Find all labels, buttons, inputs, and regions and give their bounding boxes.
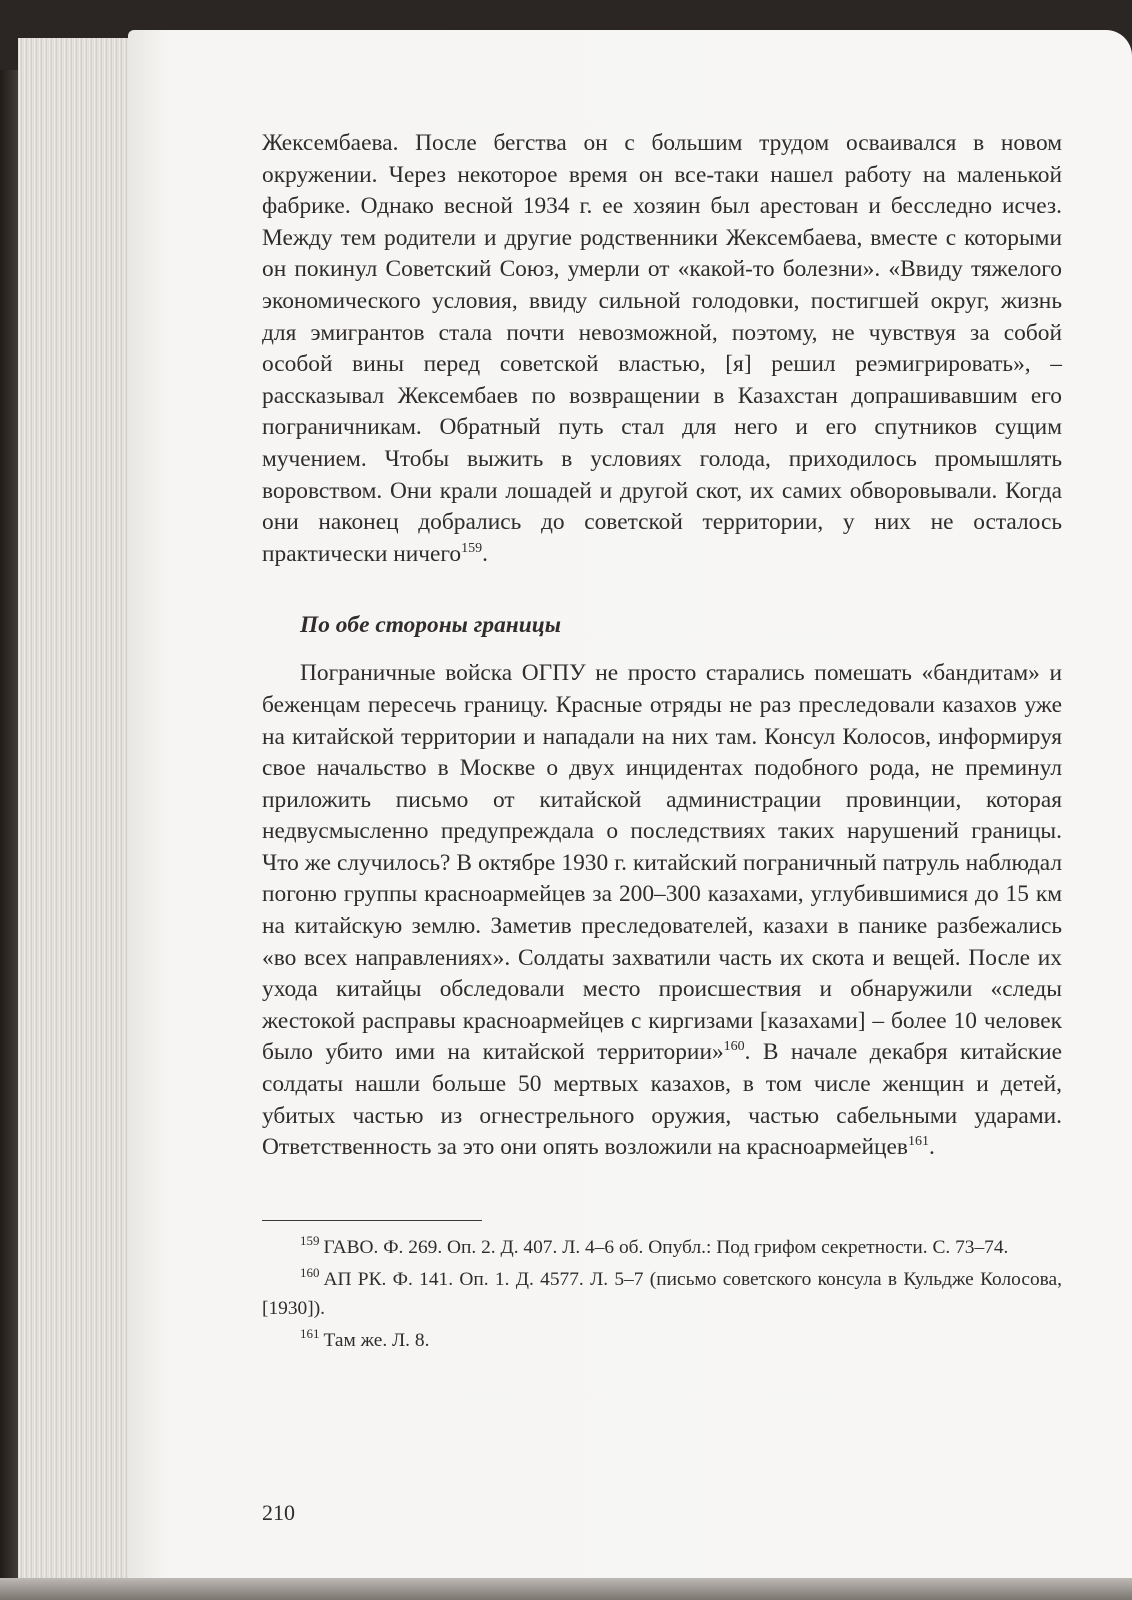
footnote-text: Там же. Л. 8. [323,1329,430,1351]
footnote-number: 161 [300,1326,320,1342]
paragraph-2-text-part-2: . В начале декабря китайские солдаты нашли больше 50 мертвых казахов, в том числе женщин и детей, убитых частью из огнестрельного оружия, частью сабельными ударами. Ответственность за это они опять возложили на красноармейцев [262,1039,1062,1161]
footnote-ref-161: 161 [907,1134,929,1150]
paragraph-2: Пограничные войска ОГПУ не просто старались помешать «бандитам» и беженцам пересечь границу. Красные отряды не раз преследовали казахов уже на китайской территории и нападали на них там. Консул Колосов, информируя свое начальство в Москве о двух инцидентах подобного рода, не преминул приложить письмо от китайской администрации провинции, которая недвусмысленно предупреждала о последствиях таких нарушений границы. Что же случилось? В октябре 1930 г. китайский пограничный патруль наблюдал погоню группы красноармейцев за 200–300 казахами, углубившимися до 15 км на китайскую землю. Заметив преследователей, казахи в панике разбежались «во всех направлениях». Солдаты захватили часть их скота и вещей. После их ухода китайцы обследовали место происшествия и обнаружили «следы жестокой расправы красноармейцев с киргизами [казахами] – более 10 человек было убито ими на китайской территории»$^{160}$. В начале декабря китайские солдаты нашли больше 50 мертвых казахов, в том числе женщин и детей, убитых частью из огнестрельного оружия, частью сабельными ударами. Ответственность за это они опять возложили на красноармейцев$^{161}$. [262,660,1062,1161]
section-heading: По обе стороны границы [300,612,562,639]
paragraph-2-text-part-1: Пограничные войска ОГПУ не просто старались помешать «бандитам» и беженцам пересечь границу. Красные отряды не раз преследовали казахов уже на китайской территории и нападали на них там. Консул Колосов, информируя свое начальство в Москве о двух инцидентах подобного рода, не преминул приложить письмо от китайской администрации провинции, которая недвусмысленно предупреждала о последствиях таких нарушений границы. Что же случилось? В октябре 1930 г. китайский пограничный патруль наблюдал погоню группы красноармейцев за 200–300 казахами, углубившимися до 15 км на китайскую землю. Заметив преследователей, казахи в панике разбежались «во всех направлениях». Солдаты захватили часть их скота и вещей. После их ухода китайцы обследовали место происшествия и обнаружили «следы жестокой расправы красноармейцев с киргизами [казахами] – более 10 человек было убито ими на китайской территории» [262,660,1062,1066]
footnote-text: АП РК. Ф. 141. Оп. 1. Д. 4577. Л. 5–7 (письмо советского консула в Кульдже Колосова, [1930]). [262,1268,1062,1319]
page-number: 210 [262,1500,295,1525]
footnote-ref-160: 160 [723,1039,745,1055]
paragraph-1: Жексембаева. После бегства он с большим трудом осваивался в новом окружении. Через некоторое время он все-таки нашел работу на маленькой фабрике. Однако весной 1934 г. ее хозяин был арестован и бесследно исчез. Между тем родители и другие родственники Жексембаева, вместе с которыми он покинул Советский Союз, умерли от «какой-то болезни». «Ввиду тяжелого экономического условия, ввиду сильной голодовки, постигшей округ, жизнь для эмигрантов стала почти невозможной, поэтому, не чувствуя за собой особой вины перед советской властью, [я] решил реэмигрировать», – рассказывал Жексембаев по возвращении в Казахстан допрашивавшим его пограничникам. Обратный путь стал для него и его спутников сущим мучением. Чтобы выжить в условиях голода, приходилось промышлять воровством. Они крали лошадей и другой скот, их самих обворовывали. Когда они наконец добрались до советской территории, у них не осталось практически ничего$^{159}$. [262,130,1062,567]
paragraph-1-text: Жексембаева. После бегства он с большим трудом осваивался в новом окружении. Через некоторое время он все-таки нашел работу на маленькой фабрике. Однако весной 1934 г. ее хозяин был арестован и бесследно исчез. Между тем родители и другие родственники Жексембаева, вместе с которыми он покинул Советский Союз, умерли от «какой-то болезни». «Ввиду тяжелого экономического условия, ввиду сильной голодовки, постигшей округ, жизнь для эмигрантов стала почти невозможной, поэтому, не чувствуя за собой особой вины перед советской властью, [я] решил реэмигрировать», – рассказывал Жексембаев по возвращении в Казахстан допрашивавшим его пограничникам. Обратный путь стал для него и его спутников сущим мучением. Чтобы выжить в условиях голода, приходилось промышлять воровством. Они крали лошадей и другой скот, их самих обворовывали. Когда они наконец добрались до советской территории, у них не осталось практически ничего [262,130,1062,567]
footnote-160 [262,1265,1062,1323]
book-page-edges [18,38,146,1578]
footnote-number: 159 [300,1233,320,1249]
page-body [262,128,1062,1358]
footnote-number: 160 [300,1265,320,1281]
footnote-159 [262,1233,1062,1262]
footnote-161 [262,1326,1062,1355]
footnote-text: ГАВО. Ф. 269. Оп. 2. Д. 407. Л. 4–6 об. Опубл.: Под грифом секретности. С. 73–74. [323,1236,1009,1258]
scanner-bottom-edge [0,1578,1132,1600]
footnotes [262,1233,1062,1355]
footnote-divider [262,1220,482,1221]
footnote-ref-159: 159 [461,540,483,556]
